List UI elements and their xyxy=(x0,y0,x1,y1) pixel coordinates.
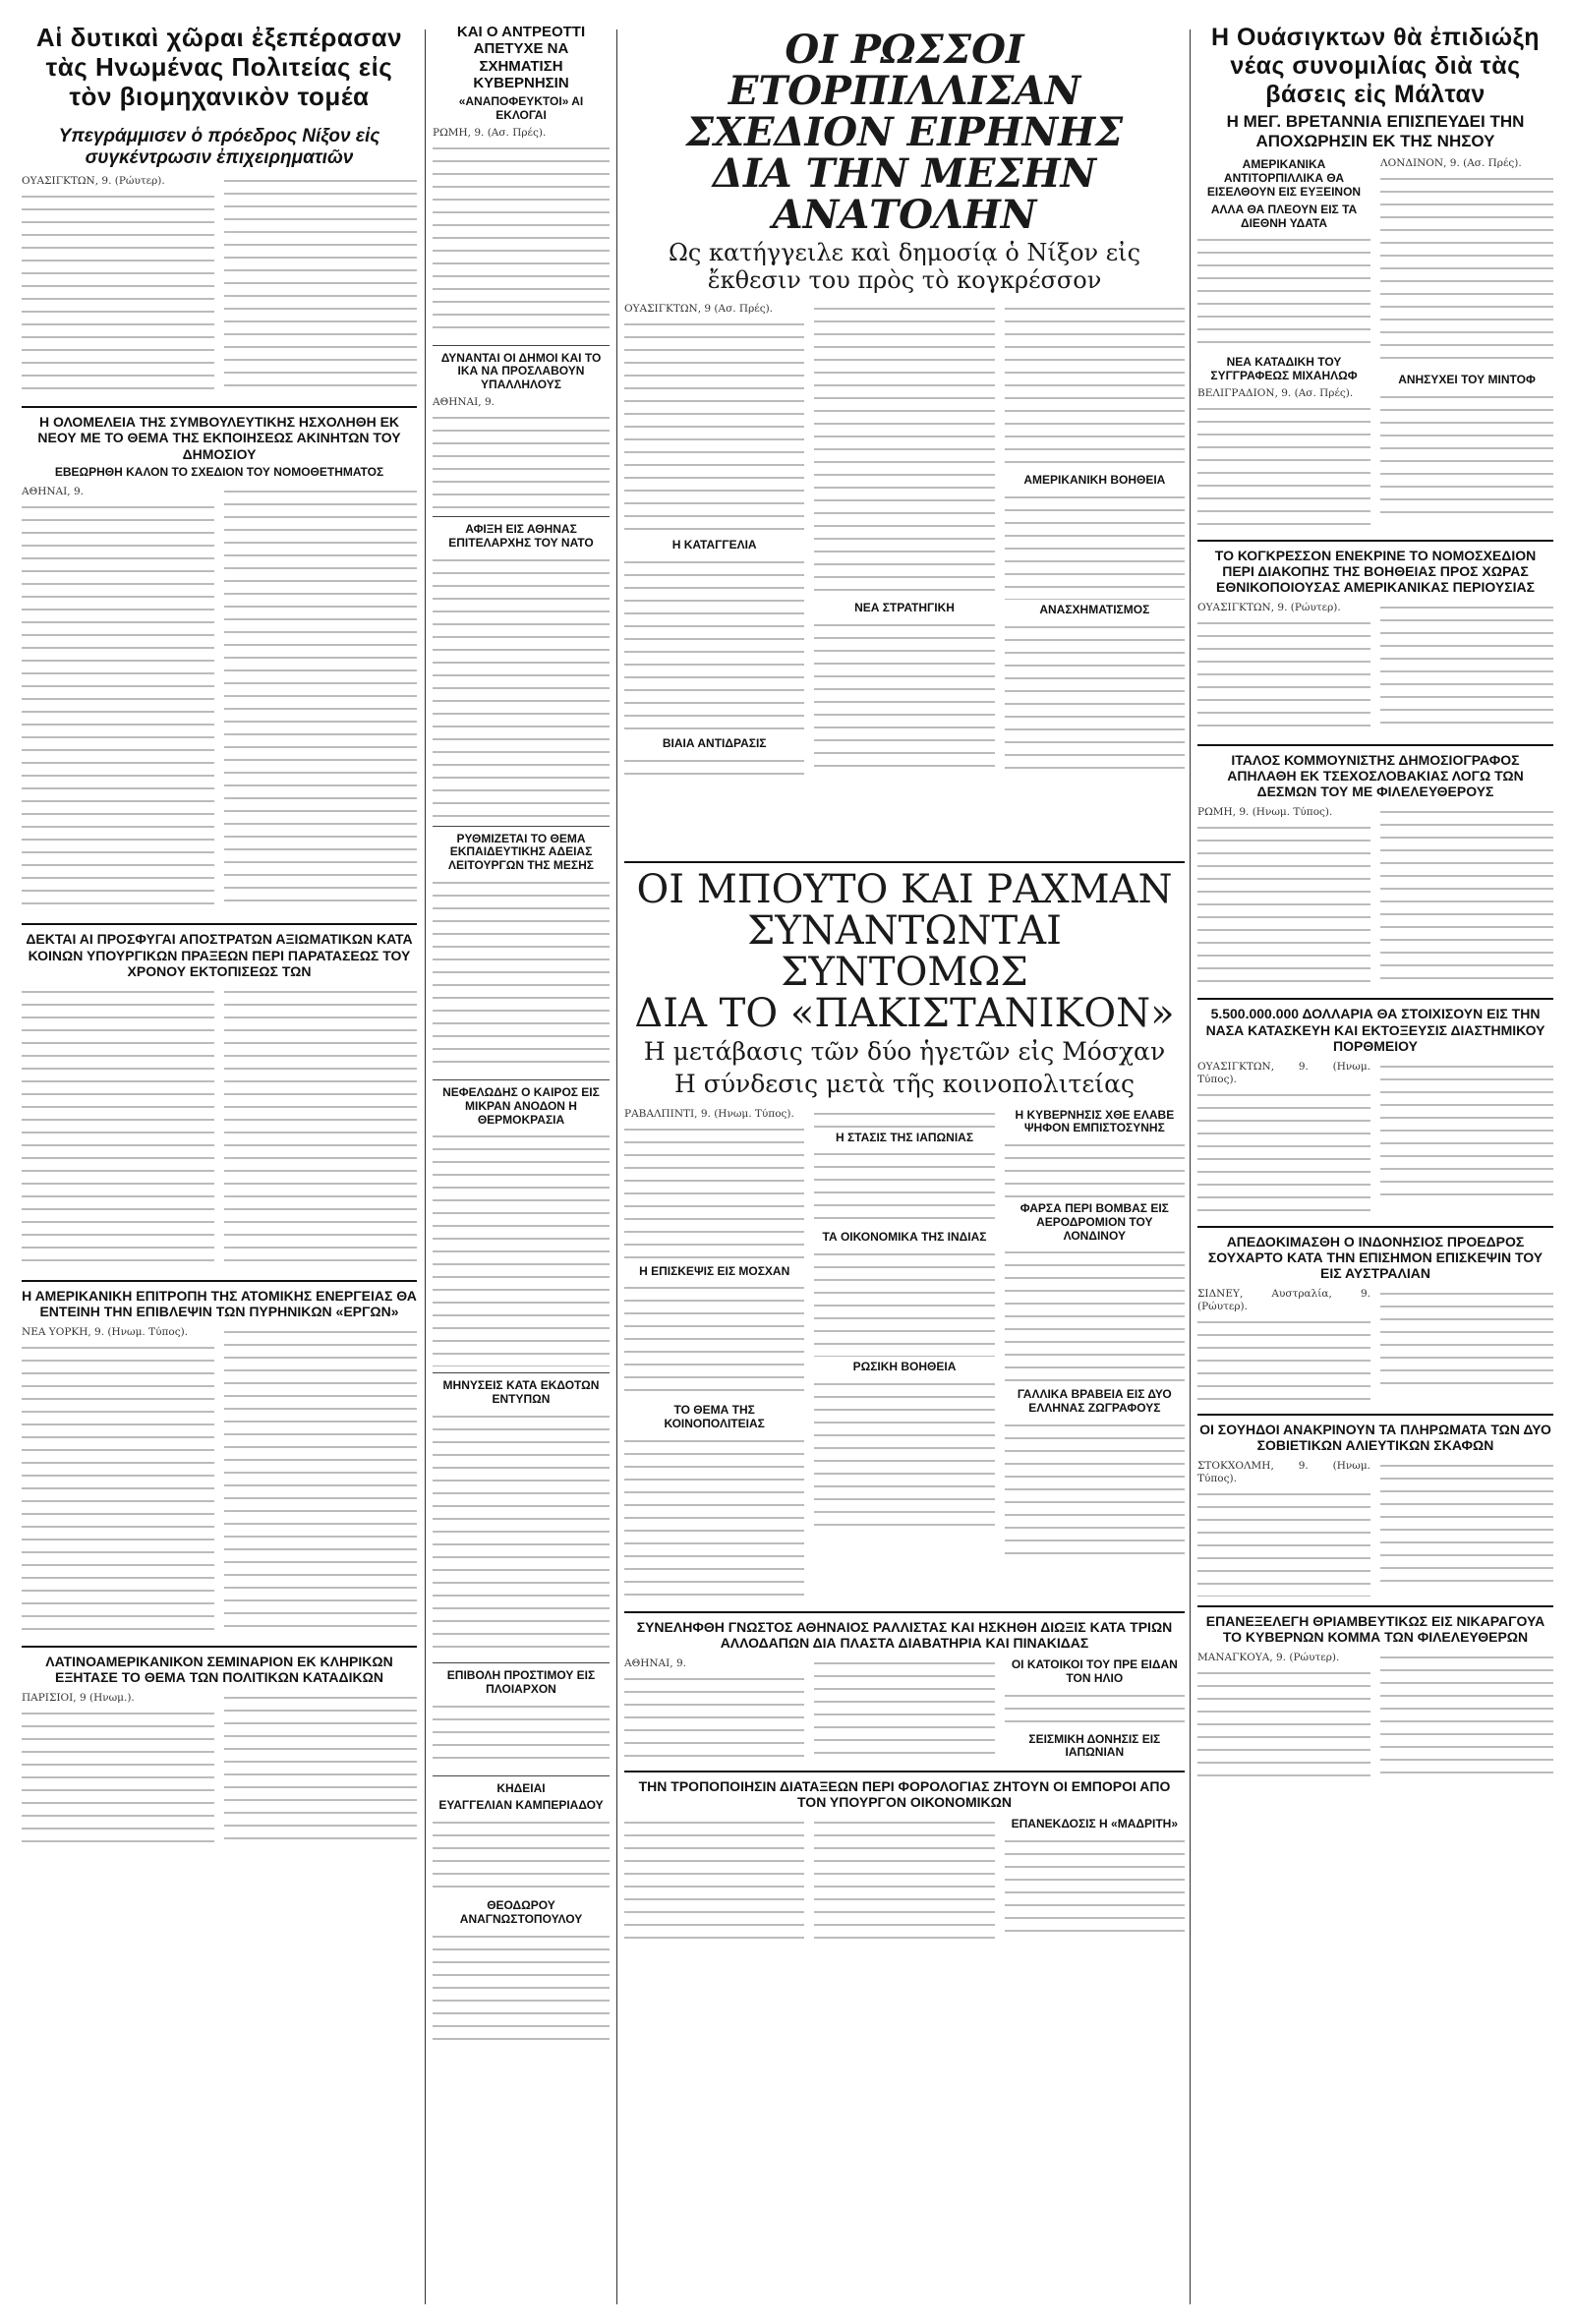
headline: ΙΤΑΛΟΣ ΚΟΜΜΟΥΝΙΣΤΗΣ ΔΗΜΟΣΙΟΓΡΑΦΟΣ ΑΠΗΛΑΘΗ ΕΚ ΤΣΕΧΟΣΛΟΒΑΚΙΑΣ ΛΟΓΩ ΤΩΝ ΔΕΣΜΩΝ ΤΟΥ ΜΕ ΦΙΛΕΛΕΥΘΕΡΟΥΣ xyxy=(1227,752,1524,800)
article-text-placeholder xyxy=(224,486,417,912)
article-body xyxy=(624,300,1185,778)
headline: Η Ουάσιγκτων θὰ ἐπιδιώξη νέας συνομιλίας διὰ τὰς βάσεις εἰς Μάλταν xyxy=(1210,24,1541,108)
divider xyxy=(1197,1414,1553,1416)
dateline: ΑΘΗΝΑΙ, 9. xyxy=(22,486,84,498)
section-heading: Η ΚΑΤΑΓΓΕΛΙΑ xyxy=(671,538,757,552)
column-rule xyxy=(1190,29,1191,2304)
column-second xyxy=(433,20,610,2314)
second-headline-line: ΟΙ ΜΠΟΥΤΟ ΚΑΙ ΡΑΧΜΑΝ xyxy=(636,867,1173,912)
article-text-placeholder xyxy=(814,303,994,598)
divider xyxy=(433,1079,610,1080)
divider xyxy=(22,923,417,925)
article-text-placeholder xyxy=(1005,492,1185,600)
article-body xyxy=(1197,1457,1553,1599)
article-text-placeholder xyxy=(1005,303,1185,470)
article-text-placeholder xyxy=(1380,806,1553,987)
article-text-placeholder xyxy=(22,1708,214,1845)
divider xyxy=(624,1611,1185,1613)
section-heading: ΒΙΑΙΑ ΑΝΤΙΔΡΑΣΙΣ xyxy=(662,735,767,750)
headline: ΑΠΕΔΟΚΙΜΑΣΘΗ Ο ΙΝΔΟΝΗΣΙΟΣ ΠΡΟΕΔΡΟΣ ΣΟΥΧΑΡΤΟ ΚΑΤΑ ΤΗΝ ΕΠΙΣΗΜΟΝ ΕΠΙΣΚΕΨΙΝ ΤΟΥ ΕΙΣ ΑΥΣΤΡΑΛΙΑΝ xyxy=(1207,1233,1544,1281)
article-text-placeholder xyxy=(433,554,610,820)
section-heading: ΡΩΣΙΚΗ ΒΟΗΘΕΙΑ xyxy=(852,1360,957,1374)
headline: ΜΗΝΥΣΕΙΣ ΚΑΤΑ ΕΚΔΟΤΩΝ ΕΝΤΥΠΩΝ xyxy=(442,1378,600,1407)
article-body xyxy=(1197,154,1553,534)
article-text-placeholder xyxy=(624,1435,804,1602)
second-subheadline: Η μετάβασις τῶν δύο ἡγετῶν εἰς Μόσχαν xyxy=(643,1037,1166,1066)
article-text-placeholder xyxy=(1380,391,1553,519)
article-text-placeholder xyxy=(433,412,610,510)
article-text-placeholder xyxy=(1197,1488,1370,1597)
article-text-placeholder xyxy=(1380,1652,1553,1783)
article-text-placeholder xyxy=(624,1817,804,1945)
article-text-placeholder xyxy=(814,1817,994,1945)
article-text-placeholder xyxy=(433,1931,610,2049)
article-text-placeholder xyxy=(624,1124,804,1261)
box-headline: ΑΝΗΣΥΧΕΙ ΤΟΥ ΜΙΝΤΟΦ xyxy=(1398,373,1536,387)
divider xyxy=(433,1372,610,1373)
article-text-placeholder xyxy=(1380,602,1553,733)
box-headline: Η ΚΥΒΕΡΝΗΣΙΣ ΧΘΕ ΕΛΑΒΕ ΨΗΦΟΝ ΕΜΠΙΣΤΟΣΥΝΗΣ xyxy=(1015,1107,1175,1135)
article-body xyxy=(1197,599,1553,738)
article-text-placeholder xyxy=(814,1148,994,1227)
article-text-placeholder xyxy=(814,1249,994,1357)
dateline: ΒΕΛΙΓΡΑΔΙΟΝ, 9. (Ασ. Πρές). xyxy=(1197,386,1354,399)
article-text-placeholder xyxy=(433,1817,610,1895)
dateline: ΣΤΟΚΧΟΛΜΗ, 9. (Ηνωμ. Τύπος). xyxy=(1197,1460,1370,1485)
divider xyxy=(433,345,610,346)
divider xyxy=(1197,998,1553,1000)
article-text-placeholder xyxy=(224,175,417,395)
box-headline: ΦΑΡΣΑ ΠΕΡΙ ΒΟΜΒΑΣ ΕΙΣ ΑΕΡΟΔΡΟΜΙΟΝ ΤΟΥ ΛΟΝΔΙΝΟΥ xyxy=(1020,1201,1169,1243)
divider xyxy=(1197,1226,1553,1228)
divider xyxy=(433,516,610,517)
section-heading: Η ΣΤΑΣΙΣ ΤΗΣ ΙΑΠΩΝΙΑΣ xyxy=(835,1130,974,1144)
article-text-placeholder xyxy=(624,1282,804,1400)
divider xyxy=(22,1646,417,1648)
article-body xyxy=(1197,1285,1553,1408)
article-text-placeholder xyxy=(814,1108,994,1128)
funeral-name: ΕΥΑΓΓΕΛΙΑΝ ΚΑΜΠΕΡΙΑΔΟΥ xyxy=(438,1798,604,1813)
lead-subheadline: Ως κατήγγειλε καὶ δημοσίᾳ ὁ Νίξον εἰς ἔκθεσιν του πρὸς τὸ κογκρέσσον xyxy=(668,239,1141,294)
column-rule xyxy=(425,29,426,2304)
article-text-placeholder xyxy=(814,1657,994,1760)
box-subheadline: ΑΛΛΑ ΘΑ ΠΛΕΟΥΝ ΕΙΣ ΤΑ ΔΙΕΘΝΗ ΥΔΑΤΑ xyxy=(1210,202,1358,230)
dateline: ΣΙΔΝΕΥ, Αυστραλία, 9. (Ρώυτερ). xyxy=(1197,1288,1370,1313)
dateline: ΡΩΜΗ, 9. (Ηνωμ. Τύπος). xyxy=(1197,806,1333,819)
second-headline-line: ΣΥΝΑΝΤΩΝΤΑΙ ΣΥΝΤΟΜΩΣ xyxy=(747,908,1062,995)
headline: ΤΗΝ ΤΡΟΠΟΠΟΙΗΣΙΝ ΔΙΑΤΑΞΕΩΝ ΠΕΡΙ ΦΟΡΟΛΟΓΙΑΣ ΖΗΤΟΥΝ ΟΙ ΕΜΠΟΡΟΙ ΑΠΟ ΤΟΝ ΥΠΟΥΡΓΟΝ ΟΙΚΟΝΟΜΙΚΩΝ xyxy=(638,1778,1171,1811)
article-body xyxy=(1197,803,1553,992)
funeral-name: ΘΕΟΔΩΡΟΥ ΑΝΑΓΝΩΣΤΟΠΟΥΛΟΥ xyxy=(459,1898,583,1926)
article-text-placeholder xyxy=(433,1701,610,1770)
subheadline: ΕΒΕΩΡΗΘΗ ΚΑΛΟΝ ΤΟ ΣΧΕΔΙΟΝ ΤΟΥ ΝΟΜΟΘΕΤΗΜΑΤΟΣ xyxy=(54,464,384,479)
dateline: ΟΥΑΣΙΓΚΤΩΝ, 9 (Ασ. Πρές). xyxy=(624,303,774,316)
article-text-placeholder xyxy=(22,1342,214,1637)
headline: ΑΦΙΞΗ ΕΙΣ ΑΘΗΝΑΣ ΕΠΙΤΕΛΑΡΧΗΣ ΤΟΥ ΝΑΤΟ xyxy=(448,521,594,550)
subheadline: Η ΜΕΓ. ΒΡΕΤΑΝΝΙΑ ΕΠΙΣΠΕΥΔΕΙ ΤΗΝ ΑΠΟΧΩΡΗΣΙΝ ΕΚ ΤΗΣ ΝΗΣΟΥ xyxy=(1226,112,1525,150)
article-text-placeholder xyxy=(1197,403,1370,531)
divider xyxy=(22,1280,417,1282)
column-rule xyxy=(616,29,617,2304)
dateline: ΝΕΑ ΥΟΡΚΗ, 9. (Ηνωμ. Τύπος). xyxy=(22,1325,189,1338)
divider xyxy=(433,826,610,827)
article-text-placeholder xyxy=(1197,1316,1370,1405)
article-body xyxy=(22,172,417,400)
article-text-placeholder xyxy=(624,1673,804,1762)
headline: ΛΑΤΙΝΟΑΜΕΡΙΚΑΝΙΚΟΝ ΣΕΜΙΝΑΡΙΟΝ ΕΚ ΚΛΗΡΙΚΩΝ ΕΞΗΤΑΣΕ ΤΟ ΘΕΜΑ ΤΩΝ ΠΟΛΙΤΙΚΩΝ ΚΑΤΑΔΙΚΩΝ xyxy=(45,1653,393,1685)
second-headline-line: ΔΙΑ ΤΟ «ΠΑΚΙΣΤΑΝΙΚΟΝ» xyxy=(634,991,1175,1036)
article-text-placeholder xyxy=(1005,1420,1185,1557)
section-heading: ΑΜΕΡΙΚΑΝΙΚΗ ΒΟΗΘΕΙΑ xyxy=(1023,473,1166,488)
article-text-placeholder xyxy=(1380,1460,1553,1582)
article-body xyxy=(22,1323,417,1640)
column-right xyxy=(1197,20,1553,2314)
article-text-placeholder xyxy=(624,556,804,733)
article-text-placeholder xyxy=(22,501,214,914)
box-headline: ΟΙ ΚΑΤΟΙΚΟΙ ΤΟΥ ΠΡΕ ΕΙΔΑΝ ΤΟΝ ΗΛΙΟ xyxy=(1011,1657,1178,1685)
article-text-placeholder xyxy=(1197,617,1370,735)
headline: ΟΙ ΣΟΥΗΔΟΙ ΑΝΑΚΡΙΝΟΥΝ ΤΑ ΠΛΗΡΩΜΑΤΑ ΤΩΝ ΔΥΟ ΣΟΒΙΕΤΙΚΩΝ ΑΛΙΕΥΤΙΚΩΝ ΣΚΑΦΩΝ xyxy=(1199,1422,1551,1454)
article-text-placeholder xyxy=(22,191,214,397)
article-text-placeholder xyxy=(814,1378,994,1526)
box-headline: ΝΕΑ ΚΑΤΑΔΙΚΗ ΤΟΥ ΣΥΓΓΡΑΦΕΩΣ ΜΙΧΑΗΛΩΦ xyxy=(1210,355,1358,383)
headline: Αἱ δυτικαὶ χῶραι ἐξεπέρασαν τὰς Ηνωμένας Πολιτείας εἰς τὸν βιομηχανικὸν τομέα xyxy=(35,23,403,111)
box-headline: ΣΕΙΣΜΙΚΗ ΔΟΝΗΣΙΣ ΕΙΣ ΙΑΠΩΝΙΑΝ xyxy=(1028,1731,1161,1760)
article-text-placeholder xyxy=(433,143,610,339)
section-heading: ΤΟ ΘΕΜΑ ΤΗΣ ΚΟΙΝΟΠΟΛΙΤΕΙΑΣ xyxy=(664,1403,765,1431)
lead-headline-line: ΣΧΕΔΙΟΝ ΕΙΡΗΝΗΣ xyxy=(685,109,1124,155)
article-text-placeholder xyxy=(433,1131,610,1366)
article-text-placeholder xyxy=(1005,1690,1185,1729)
article-text-placeholder xyxy=(433,1411,610,1656)
headline: ΔΥΝΑΝΤΑΙ ΟΙ ΔΗΜΟΙ ΚΑΙ ΤΟ ΙΚΑ ΝΑ ΠΡΟΣΛΑΒΟΥΝ ΥΠΑΛΛΗΛΟΥΣ xyxy=(440,350,602,392)
article-body xyxy=(624,1105,1185,1605)
article-text-placeholder xyxy=(1005,1247,1185,1384)
divider xyxy=(624,861,1185,863)
article-body xyxy=(22,1689,417,1848)
headline: Η ΑΜΕΡΙΚΑΝΙΚΗ ΕΠΙΤΡΟΠΗ ΤΗΣ ΑΤΟΜΙΚΗΣ ΕΝΕΡΓΕΙΑΣ ΘΑ ΕΝΤΕΙΝΗ ΤΗΝ ΕΠΙΒΛΕΨΙΝ ΤΩΝ ΠΥΡΗΝΙΚΩΝ «ΕΡΓΩΝ» xyxy=(22,1287,417,1319)
divider xyxy=(1197,1605,1553,1607)
article-text-placeholder xyxy=(1197,234,1370,352)
article-text-placeholder xyxy=(1005,1835,1185,1934)
divider xyxy=(1197,540,1553,542)
subheadline: «ΑΝΑΠΟΦΕΥΚΤΟΙ» ΑΙ ΕΚΛΟΓΑΙ xyxy=(458,94,584,122)
dateline: ΟΥΑΣΙΓΚΤΩΝ, 9. (Ρώυτερ). xyxy=(22,175,165,188)
headline: ΕΠΙΒΟΛΗ ΠΡΟΣΤΙΜΟΥ ΕΙΣ ΠΛΟΙΑΡΧΟΝ xyxy=(446,1667,596,1696)
divider xyxy=(433,1775,610,1776)
headline: ΣΥΝΕΛΗΦΘΗ ΓΝΩΣΤΟΣ ΑΘΗΝΑΙΟΣ ΡΑΛΛΙΣΤΑΣ ΚΑΙ ΗΣΚΗΘΗ ΔΙΩΞΙΣ ΚΑΤΑ ΤΡΙΩΝ ΑΛΛΟΔΑΠΩΝ ΔΙΑ ΠΛΑΣΤΑ ΔΙΑΒΑΤΗΡΙΑ ΚΑΙ ΠΙΝΑΚΙΔΑΣ xyxy=(636,1618,1173,1651)
box-headline: ΓΑΛΛΙΚΑ ΒΡΑΒΕΙΑ ΕΙΣ ΔΥΟ ΕΛΛΗΝΑΣ ΖΩΓΡΑΦΟΥΣ xyxy=(1017,1387,1172,1416)
section-heading: ΑΝΑΣΧΗΜΑΤΙΣΜΟΣ xyxy=(1039,602,1150,616)
dateline: ΛΟΝΔΙΝΟΝ, 9. (Ασ. Πρές). xyxy=(1380,157,1522,170)
article-text-placeholder xyxy=(1380,1061,1553,1202)
article-text-placeholder xyxy=(224,1692,417,1843)
headline: ΕΠΑΝΕΞΕΛΕΓΗ ΘΡΙΑΜΒΕΥΤΙΚΩΣ ΕΙΣ ΝΙΚΑΡΑΓΟΥΑ ΤΟ ΚΥΒΕΡΝΩΝ ΚΟΜΜΑ ΤΩΝ ΦΙΛΕΛΕΥΘΕΡΩΝ xyxy=(1205,1613,1545,1646)
headline: ΡΥΘΜΙΖΕΤΑΙ ΤΟ ΘΕΜΑ ΕΚΠΑΙΔΕΥΤΙΚΗΣ ΑΔΕΙΑΣ ΛΕΙΤΟΥΡΓΩΝ ΤΗΣ ΜΕΣΗΣ xyxy=(448,831,594,873)
article-body xyxy=(22,483,417,917)
article-text-placeholder xyxy=(624,319,804,535)
second-subheadline: Η σύνδεσις μετὰ τῆς κοινοπολιτείας xyxy=(674,1069,1135,1098)
section-heading: ΤΑ ΟΙΚΟΝΟΜΙΚΑ ΤΗΣ ΙΝΔΙΑΣ xyxy=(822,1230,987,1245)
box-headline: ΕΠΑΝΕΚΔΟΣΙΣ Η «ΜΑΔΡΙΤΗ» xyxy=(1011,1817,1178,1831)
dateline: ΟΥΑΣΙΓΚΤΩΝ, 9. (Ρώυτερ). xyxy=(1197,602,1341,614)
headline: ΚΑΙ Ο ΑΝΤΡΕΟΤΤΙ ΑΠΕΤΥΧΕ ΝΑ ΣΧΗΜΑΤΙΣΗ ΚΥΒΕΡΝΗΣΙΝ xyxy=(456,24,586,91)
divider xyxy=(1197,744,1553,746)
second-story xyxy=(624,855,1185,1947)
article-text-placeholder xyxy=(1197,1089,1370,1217)
article-text-placeholder xyxy=(224,1326,417,1635)
box-headline: ΑΜΕΡΙΚΑΝΙΚΑ ΑΝΤΙΤΟΡΠΙΛΛΙΚΑ ΘΑ ΕΙΣΕΛΘΟΥΝ ΕΙΣ ΕΥΞΕΙΝΟΝ xyxy=(1206,157,1362,199)
dateline: ΡΑΒΑΛΠΙΝΤΙ, 9. (Ηνωμ. Τύπος). xyxy=(624,1107,794,1120)
article-text-placeholder xyxy=(1197,1667,1370,1785)
article-text-placeholder xyxy=(1197,822,1370,989)
dateline: ΑΘΗΝΑΙ, 9. xyxy=(433,395,495,408)
article-text-placeholder xyxy=(433,877,610,1074)
dateline: ΜΑΝΑΓΚΟΥΑ, 9. (Ρώυτερ). xyxy=(1197,1652,1340,1664)
subheadline: Υπεγράμμισεν ὁ πρόεδρος Νίξον εἰς συγκέντρωσιν ἐπιχειρηματιῶν xyxy=(58,125,380,168)
column-left xyxy=(22,20,417,2314)
article-text-placeholder xyxy=(1005,621,1185,769)
section-heading: ΝΕΑ ΣΤΡΑΤΗΓΙΚΗ xyxy=(854,601,955,615)
lead-headline-line: ΟΙ ΡΩΣΣΟΙ ΕΤΟΡΠΙΛΛΙΣΑΝ xyxy=(728,27,1081,114)
article-text-placeholder xyxy=(22,986,214,1271)
section-heading: Η ΕΠΙΣΚΕΨΙΣ ΕΙΣ ΜΟΣΧΑΝ xyxy=(639,1263,790,1278)
dateline: ΠΑΡΙΣΙΟΙ, 9 (Ηνωμ.). xyxy=(22,1692,135,1705)
article-body xyxy=(22,983,417,1274)
article-body xyxy=(624,1814,1185,1947)
divider xyxy=(433,1662,610,1663)
article-body xyxy=(1197,1058,1553,1220)
dateline: ΟΥΑΣΙΓΚΤΩΝ, 9. (Ηνωμ. Τύπος). xyxy=(1197,1060,1370,1085)
dateline: ΡΩΜΗ, 9. (Ασ. Πρές). xyxy=(433,126,547,139)
headline: ΤΟ ΚΟΓΚΡΕΣΣΟΝ ΕΝΕΚΡΙΝΕ ΤΟ ΝΟΜΟΣΧΕΔΙΟΝ ΠΕΡΙ ΔΙΑΚΟΠΗΣ ΤΗΣ ΒΟΗΘΕΙΑΣ ΠΡΟΣ ΧΩΡΑΣ ΕΘΝΙΚΟΠΟΙΟΥΣΑΣ ΑΜΕΡΙΚΑΝΙΚΑΣ ΠΕΡΙΟΥΣΙΑΣ xyxy=(1214,547,1537,596)
article-body xyxy=(1197,1649,1553,1788)
divider xyxy=(624,1771,1185,1772)
headline: ΚΗΔΕΙΑΙ xyxy=(496,1780,546,1795)
headline: 5.500.000.000 ΔΟΛΛΑΡΙΑ ΘΑ ΣΤΟΙΧΙΣΟΥΝ ΕΙΣ ΤΗΝ ΝΑΣΑ ΚΑΤΑΣΚΕΥΗ ΚΑΙ ΕΚΤΟΞΕΥΣΙΣ ΔΙΑΣΤΗΜΙΚΟΥ ΠΟΡΘΜΕΙΟΥ xyxy=(1205,1006,1545,1054)
article-text-placeholder xyxy=(1005,1139,1185,1198)
article-text-placeholder xyxy=(224,986,417,1271)
divider xyxy=(22,406,417,408)
article-text-placeholder xyxy=(1380,1288,1553,1390)
headline: Η ΟΛΟΜΕΛΕΙΑ ΤΗΣ ΣΥΜΒΟΥΛΕΥΤΙΚΗΣ ΗΣΧΟΛΗΘΗ ΕΚ ΝΕΟΥ ΜΕ ΤΟ ΘΕΜΑ ΤΗΣ ΕΚΠΟΙΗΣΕΩΣ ΑΚΙΝΗΤΩΝ ΤΟΥ ΔΗΜΟΣΙΟΥ xyxy=(37,414,401,462)
article-body xyxy=(624,1655,1185,1765)
lead-headline-line: ΔΙΑ ΤΗΝ ΜΕΣΗΝ ΑΝΑΤΟΛΗΝ xyxy=(712,150,1097,238)
article-text-placeholder xyxy=(814,619,994,767)
headline: ΝΕΦΕΛΩΔΗΣ Ο ΚΑΙΡΟΣ ΕΙΣ ΜΙΚΡΑΝ ΑΝΟΔΟΝ Η ΘΕΡΜΟΚΡΑΣΙΑ xyxy=(442,1084,600,1127)
lead-story xyxy=(624,29,1185,778)
dateline: ΑΘΗΝΑΙ, 9. xyxy=(624,1657,686,1670)
article-text-placeholder xyxy=(624,755,804,775)
article-text-placeholder xyxy=(1380,173,1553,370)
headline: ΔΕΚΤΑΙ ΑΙ ΠΡΟΣΦΥΓΑΙ ΑΠΟΣΤΡΑΤΩΝ ΑΞΙΩΜΑΤΙΚΩΝ ΚΑΤΑ ΚΟΙΝΩΝ ΥΠΟΥΡΓΙΚΩΝ ΠΡΑΞΕΩΝ ΠΕΡΙ ΠΑΡΑΤΑΣΕΩΣ ΤΟΥ ΧΡΟΝΟΥ ΕΚΤΟΠΙΣΕΩΣ ΤΩΝ xyxy=(26,931,413,979)
